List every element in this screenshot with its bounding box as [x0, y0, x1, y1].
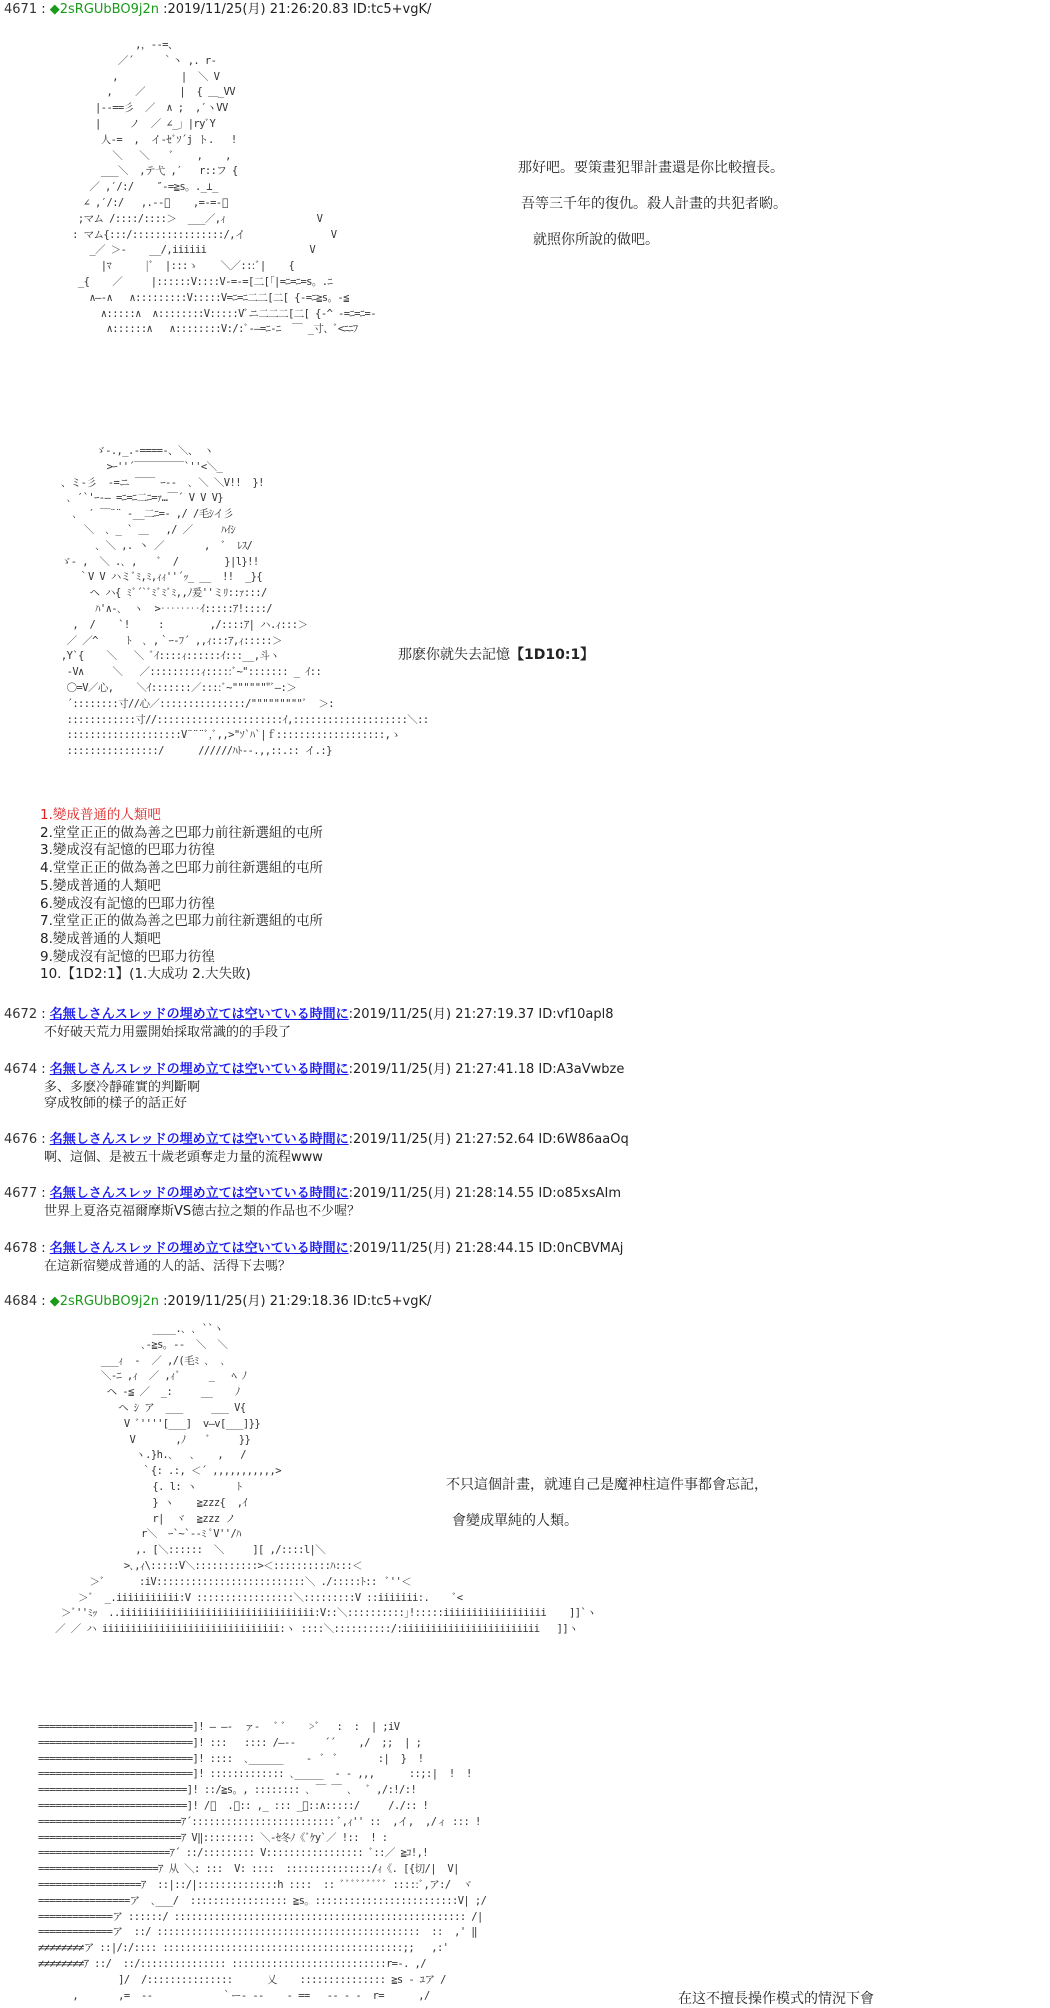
choice-item-selected: 1.變成普通的人類吧 — [40, 807, 161, 823]
reply-line: 在這新宿變成普通的人的話、活得下去嗎？ — [44, 1259, 292, 1274]
choice-item: 4.堂堂正正的做為善之巴耶力前往新選組的屯所 — [40, 860, 323, 877]
choice-item: 9.變成沒有記憶的巴耶力彷徨 — [40, 948, 215, 965]
ascii-art-figure-1: ,，-‐=、 ／´ ｀丶 ,. r‐ , | ＼ V , ／ | { ＿_VV |‐-==彡 ／ ∧ ; ,′ヽVV | ノ ／ ∠_」|ryﾞY 人-= , イ-ｾﾞｿ´j ト. ! ＼ ＼ ﾞ , , ___＼ ,テ弋 ,′ r::フ { ／ ,′/:/ ″‐=≧s。._⊥_ ∠ ,′/:/ ,.-‐ﾟ ,=-=-ﾞ ;マム /::::/::::＞ ___／,ｨ V : マム{:::/::::::::::::::::/,イ V _／ ＞‐ __/,iiiiii V |ﾏ |ﾞ |:::ゝ ＼／:::ﾞ| { _{ ／ |::::::V::::V-=-=[二[「|=ﾆ=ﾆ=s。.ﾆ ∧―‐∧ ∧:::::::::V:::::V=ﾆ=ﾆ二二[二[ {-=ﾆ≧s。-≦ ∧:::::∧ ∧::::::::V:::::Vﾞニ二二二[二[ {-^ -=ﾆ=ﾆ=- ∧::::::∧ ∧::::::::V:/:ﾞ‐―=ﾆ-ﾆ ￣ _寸、ﾞ<ﾆﾆﾌ — [72, 39, 376, 336]
choice-item: 6.變成沒有記憶的巴耶力彷徨 — [40, 895, 215, 912]
reply-header: 4676 : 名無しさんスレッドの埋め立ては空いている時間に:2019/11/25(月) 21:27:52.64 ID:6W86aaOq — [4, 1132, 629, 1147]
choice-item: 3.變成沒有記憶的巴耶力彷徨 — [40, 842, 215, 859]
reply-header: 4674 : 名無しさんスレッドの埋め立ては空いている時間に:2019/11/25(月) 21:27:41.18 ID:A3aVwbze — [4, 1062, 625, 1077]
post-header — [4, 2, 431, 18]
choice-item: 8.變成普通的人類吧 — [40, 930, 161, 947]
ascii-art-figure-3: ____.､ ､ ``ヽ ､‐≧s｡ ‐‐ ＼ ＼ ___ｨ ‐ ／ ,/(毛ﾐ ､ ､ ＼‐ﾆ ,ｨ ／ ,ｨﾞ _ ﾍ ﾉ ヘ ‐≦ ／ _: __ ﾉ ヘ ｼ ア ___ ___ V{ V ﾞ''''[___] v―v[___]}} V ,ﾉ ﾞ }} ヽ.}h.､ ､ , / ｀{: .:, ＜´ ,,,,,,,,,,,> {. l: ヽ ﾄ } ヽ ≧zzz{ ,ｲ r| ヾ ≧zzz ノ r＼ ｰ`~`‐-ﾐ ﾟV''/ﾊ ,. [＼:::::: ＼ ][ ,/::::l|＼ >､,ｨ\:::::V＼:::::::::::>＜::::::::::ﾊ:::＜ ＞ﾞ :iV::::::::::::::::::::::::::＼ ./:::::ﾄ:: ﾞ''＜ ＞ﾞ _.iiiiiiiiiii:V :::::::::::::::::＼:::::::::V ::iiiiiii:. ﾞ< ＞ﾞ''ﾐｯ ..iiiiiiiiiiiiiiiiiiiiiiiiiiiiiiiiii:V::＼::::::::::｣!:::::iiiiiiiiiiiiiiiiii ]]`ヽ ／ ／ ハ iiiiiiiiiiiiiiiiiiiiiiiiiiiiiii:ヽ ::::＼::::::::::/:iiiiiiiiiiiiiiiiiiiiiiii ]]ヽ — [55, 1323, 597, 1636]
anon-name-link[interactable]: 名無しさんスレッドの埋め立ては空いている時間に — [49, 1132, 349, 1147]
dice-roll-tag: 【1D10:1】 — [510, 647, 595, 663]
post-number: 4671 — [4, 2, 38, 17]
choice-list — [40, 807, 323, 984]
dialogue-line: 不只這個計畫，就連自己是魔神柱這件事都會忘記， — [446, 1477, 768, 1493]
reply-line: 世界上夏洛克福爾摩斯VS德古拉之類的作品也不少喔？ — [44, 1204, 361, 1219]
choice-item: 5.變成普通的人類吧 — [40, 877, 161, 894]
post-meta: :2019/11/25(月) 21:27:41.18 ID:A3aVwbze — [348, 1062, 625, 1077]
reply-body — [44, 1150, 323, 1166]
post-number: 4678 — [4, 1241, 38, 1256]
reply-body — [44, 1259, 291, 1275]
anon-name-link[interactable]: 名無しさんスレッドの埋め立ては空いている時間に — [49, 1186, 349, 1201]
post-number: 4674 — [4, 1062, 38, 1077]
anon-name-link[interactable]: 名無しさんスレッドの埋め立ては空いている時間に — [49, 1007, 349, 1022]
choice-item: 2.堂堂正正的做為善之巴耶力前往新選組的屯所 — [40, 824, 323, 841]
post-number: 4677 — [4, 1186, 38, 1201]
post-meta: :2019/11/25(月) 21:27:52.64 ID:6W86aaOq — [348, 1132, 629, 1147]
reply-body — [44, 1204, 360, 1220]
reply-line: 啊、這個、是被五十歲老頭奪走力量的流程www — [44, 1150, 323, 1165]
anon-name-link[interactable]: 名無しさんスレッドの埋め立ては空いている時間に — [49, 1062, 349, 1077]
reply-header: 4672 : 名無しさんスレッドの埋め立ては空いている時間に:2019/11/25(月) 21:27:19.37 ID:vf10apl8 — [4, 1007, 614, 1022]
post-header — [4, 1294, 431, 1310]
post-meta: :2019/11/25(月) 21:26:20.83 ID:tc5+vgK/ — [158, 2, 432, 17]
reply-body — [44, 1025, 291, 1041]
poster-trip-name[interactable]: ◆2sRGUbBO9j2n — [49, 1294, 159, 1309]
post-separator: : — [37, 1294, 50, 1309]
reply-line: 穿成牧師的樣子的話正好 — [44, 1096, 188, 1111]
anon-name-link[interactable]: 名無しさんスレッドの埋め立ては空いている時間に — [49, 1241, 349, 1256]
post-meta: :2019/11/25(月) 21:28:44.15 ID:0nCBVMAj — [348, 1241, 624, 1256]
post-meta: :2019/11/25(月) 21:27:19.37 ID:vf10apl8 — [348, 1007, 614, 1022]
ascii-art-figure-4: ===========================]! ― ―- ァ‐ ﾞ ﾞ >ﾞ : : | ;iV ===========================]! ::: :::: /―‐‐ ´´ ,/ ;; | ; ===========================]! :::: ､______ ‐ ﾞ ﾞ :| } ! ===========================]! ::::::::::::: ､_____ ‐ ‐ ,,, ::;:| ! ! ==========================]! ::/≧s。, :::::::: ､ ￣ ￣ ､ ﾞ ,/:!/:! ==========================]! /ﾞ .ﾟ:: ,_ ::: _＼::∧:::::/ /./:: ! =========================ｱ´::::::::::::::::::::::::: ﾞ,ｨ'' :: ,イ, ,/ィ ::: ! =========================ｱ V‖::::::::: ＼‐ｾ冬ﾉ《ﾞｹy`／ !:: ! : =======================ｱ´ ::/::::::::: V::::::::::::::::: ﾞ::／ ≧ｺ!,! =====================ｱ 从 ＼: ::: V: :::: :::::::::::::::/ｨ《. [{切/| V| ==================ｱ ::|::/|::::::::::::::h :::: :: ﾞﾞﾞﾞﾞﾞﾞﾞﾞ :::::ﾞ,ア:/ ヾ ================ア ､___/ ::::::::::::::::: ≧s｡ :::::::::::::::::::::::::V| ;/ =============ア ::::::/ ::::::::::::::::::::::::::::::::::::::::::::::::::: /| =============ア ::/ :::::::::::::::::::::::::::::::::::::::::::::: :: ,' ‖ ≠≠≠≠≠≠≠≠ア ::|/:/:::: ::::::::::::::::::::::::::::::::::::::::::;; ,:' ≠≠≠≠≠≠≠≠ｱ ::/ ::/::::::::::::::: :::::::::::::::::::::::::::r=‐. ,/ ]/ /::::::::::::::: 乂 ::::::::::::::: ≧s ‐ ﾕア / , ,= ‐‐ ｀ー‐ ‐‐ ‐ == ‐‐ ‐ ‐ r= ,/ — [38, 1721, 487, 2002]
post-number: 4676 — [4, 1132, 38, 1147]
dialogue-line: 那好吧。要策畫犯罪計畫還是你比較擅長。 — [518, 160, 784, 176]
choice-item: 10.【1D2:1】(1.大成功 2.大失敗) — [40, 966, 251, 983]
choice-item: 7.堂堂正正的做為善之巴耶力前往新選組的屯所 — [40, 913, 323, 930]
post-number: 4672 — [4, 1007, 38, 1022]
post-meta: :2019/11/25(月) 21:28:14.55 ID:o85xsAIm — [348, 1186, 621, 1201]
reply-line: 不好破天荒力用靈開始採取常識的的手段了 — [44, 1025, 292, 1040]
ascii-art-figure-2: ゞ‐.,_.-====-、＼、 ヽ >ｰ''´￣￣￣￣￣`''<＼_ 、ミ‐彡 ‐=ニ ￣￣ ｰ‐- ､ ＼ ＼V!! }! ､ ′`'ｰ‐― =ﾆ=ﾆ二ﾆ=ｧ…￣´ V V V} ､ ′ ￣¨¨ ‐__二ﾆ=‐ ,/ /毛ｼイ彡 ＼ ､ _ ` ＿ ,/ ／ ﾊｲｼ ､ ＼ ,. 丶 ／ , ﾞ ﾚｽ/ ゞ‐ , ＼ .､ , ﾞ / }|l}!! ｀V V ハミﾞﾐ,ﾐ,ｨｨ''´ｯ_ __ !! _}{ ヘ ハ{ ﾐﾞ´`ﾞﾐﾞﾐﾞﾐ,,ﾉ爰''ミﾘ::ｧ:::/ ﾊ'∧-､ ヽ >‥‥‥‥ｲ:::::ｱ!::::/ , / `! : ,/::::ｱ| ハ.ｨ:::＞ ／ ／^ ﾄ ､ ,｀ｰ-ﾌ´ ,,ｨ:::ｱ,ｨ:::::＞ ,Y`{ ＼ ＼ ﾞｲ::::ｨ::::::ｲ:::__,斗ヽ -V∧ ＼ ／:::::::::ｨ:::::ﾞ~"::::::: _ ｲ:: 〇=V／心, ＼ｲ:::::::／::::ﾞ~"""""""ﾞ―:＞ ´::::::::寸//心／:::::::::::::::/"""""""""ﾞ ＞: ::::::::::::寸//::::::::::::::::::::::ｲ,::::::::::::::::::::＼:: ::::::::::::::::::::V¨¨¨ﾞ,ﾞ,,>"ｿ`ﾊ`|ｆ:::::::::::::::::::,ゝ ::::::::::::::::/ //////ﾊﾄ‐-.,,::.:: イ.:} — [60, 445, 429, 758]
post-meta: :2019/11/25(月) 21:29:18.36 ID:tc5+vgK/ — [158, 1294, 432, 1309]
post-separator: : — [37, 2, 50, 17]
reply-header: 4678 : 名無しさんスレッドの埋め立ては空いている時間に:2019/11/25(月) 21:28:44.15 ID:0nCBVMAj — [4, 1241, 624, 1256]
reply-body — [44, 1080, 200, 1112]
reply-line: 多、多麽冷靜確實的判斷啊 — [44, 1080, 201, 1095]
dialogue-line-cut: 在这不擅長操作模式的情況下會 — [678, 1991, 874, 2007]
dice-roll-line — [398, 644, 594, 664]
dice-roll-text: 那麽你就失去記憶 — [398, 647, 510, 663]
dialogue-line: 會變成單純的人類。 — [452, 1513, 578, 1529]
dialogue-line: 吾等三千年的復仇。殺人計畫的共犯者喲。 — [521, 196, 787, 212]
post-number: 4684 — [4, 1294, 38, 1309]
reply-header: 4677 : 名無しさんスレッドの埋め立ては空いている時間に:2019/11/25(月) 21:28:14.55 ID:o85xsAIm — [4, 1186, 621, 1201]
poster-trip-name[interactable]: ◆2sRGUbBO9j2n — [49, 2, 159, 17]
dialogue-line: 就照你所說的做吧。 — [533, 232, 659, 248]
